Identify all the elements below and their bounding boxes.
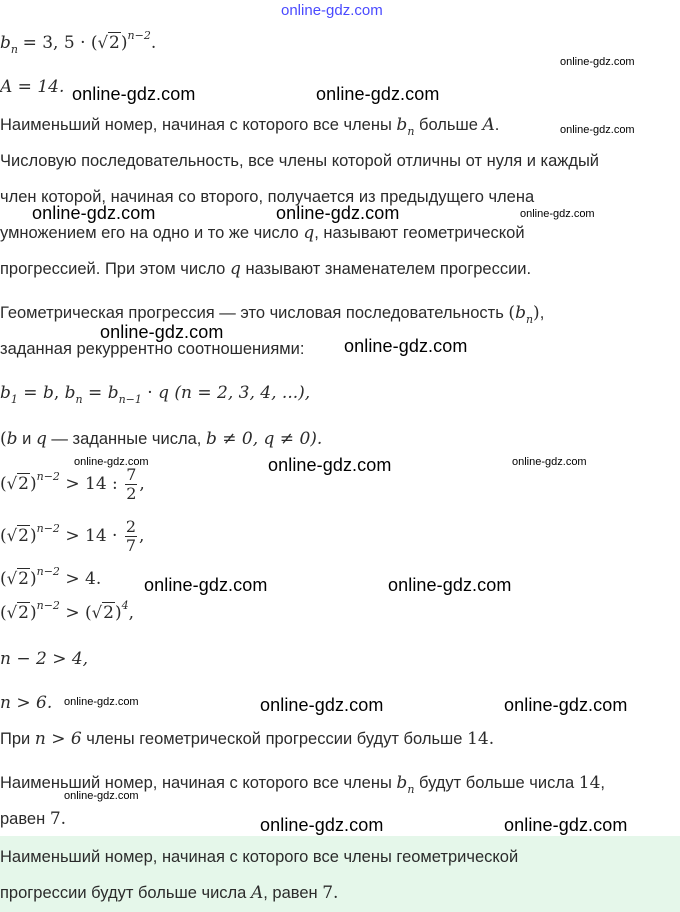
watermark-big[interactable]: online-gdz.com — [144, 575, 268, 595]
watermark-big[interactable]: online-gdz.com — [344, 336, 468, 356]
ineq-6: n > 6. — [0, 693, 53, 713]
ineq-4: $(√2)^{n-2} > (√2)^4$, — [0, 599, 135, 623]
ineq-1: $(√2)^{n-2} > 14$ : $\frac{7}{2}$ , — [0, 465, 145, 503]
watermark-small[interactable]: online-gdz.com — [74, 456, 149, 468]
text-line-18: При n > 6 члены геометрической прогрессии будут больше 14. — [0, 729, 495, 749]
watermark-big[interactable]: online-gdz.com — [504, 695, 628, 715]
answer-line-2: прогрессии будут больше числа A, равен 7. — [0, 883, 339, 903]
watermark-big[interactable]: online-gdz.com — [316, 84, 440, 104]
text-line-11: (b и q — заданные числа, b ≠ 0, q ≠ 0). — [0, 429, 323, 449]
watermark-top[interactable]: online-gdz.com — [281, 2, 383, 19]
watermark-big[interactable]: online-gdz.com — [100, 322, 224, 342]
formula-bn: $b_n = 3$, $5 \cdot (√2)^{n-2}$. — [0, 29, 157, 56]
watermark-big[interactable]: online-gdz.com — [276, 203, 400, 223]
ineq-3: $(√2)^{n-2} > 4$. — [0, 565, 102, 589]
watermark-small[interactable]: online-gdz.com — [520, 208, 595, 220]
answer-line-1: Наименьший номер, начиная с которого все члены геометрической — [0, 848, 519, 866]
ineq-2: $(√2)^{n-2} > 14$ · $\frac{2}{7}$ , — [0, 517, 145, 555]
text-line-9: заданная рекуррентно соотношениями: — [0, 340, 305, 358]
text-line-19: Наименьший номер, начиная с которого все члены $b_n$ будут больше числа 14, — [0, 773, 605, 796]
watermark-big[interactable]: online-gdz.com — [32, 203, 156, 223]
text-line-8: Геометрическая прогрессия — это числовая последовательность $(b_n)$, — [0, 303, 545, 326]
text-line-6: умножением его на одно и то же число q, называют геометрической — [0, 223, 525, 243]
text-line-3: Наименьший номер, начиная с которого все члены $b_n$ больше A. — [0, 115, 500, 138]
watermark-small[interactable]: online-gdz.com — [560, 124, 635, 136]
text-line-20: равен 7. — [0, 809, 67, 829]
watermark-big[interactable]: online-gdz.com — [388, 575, 512, 595]
watermark-big[interactable]: online-gdz.com — [260, 815, 384, 835]
watermark-small[interactable]: online-gdz.com — [560, 56, 635, 68]
watermark-big[interactable]: online-gdz.com — [260, 695, 384, 715]
text-line-7: прогрессией. При этом число q называют знаменателем прогрессии. — [0, 259, 532, 279]
watermark-big[interactable]: online-gdz.com — [268, 455, 392, 475]
formula-a: A = 14. — [0, 77, 65, 97]
watermark-small[interactable]: online-gdz.com — [512, 456, 587, 468]
watermark-small[interactable]: online-gdz.com — [64, 790, 139, 802]
text-line-5: член которой, начиная со второго, получается из предыдущего члена — [0, 188, 535, 206]
text-line-4: Числовую последовательность, все члены которой отличны от нуля и каждый — [0, 152, 600, 170]
formula-recurrence: $b_1 = b$, $b_n = b_{n-1} \cdot q$ (n = 2, 3, 4, ...), — [0, 383, 311, 406]
ineq-5: n − 2 > 4, — [0, 649, 89, 669]
watermark-big[interactable]: online-gdz.com — [72, 84, 196, 104]
watermark-small[interactable]: online-gdz.com — [64, 696, 139, 708]
watermark-big[interactable]: online-gdz.com — [504, 815, 628, 835]
